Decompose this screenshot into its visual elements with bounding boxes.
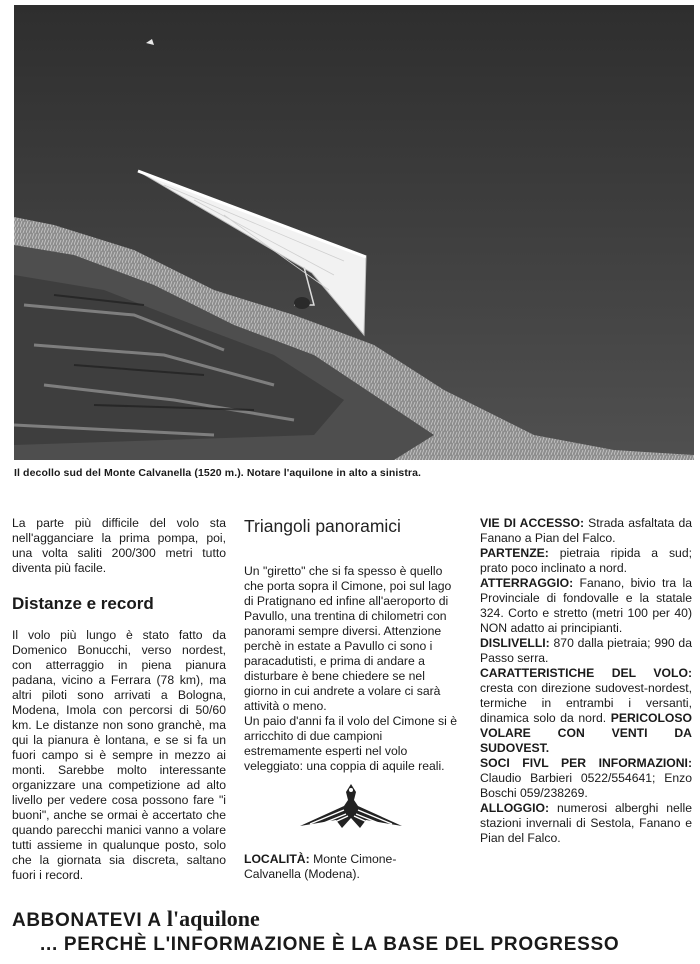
subscribe-banner bbox=[12, 906, 260, 932]
info-label: SOCI FIVL PER INFORMAZIONI: bbox=[480, 756, 692, 770]
info-item bbox=[480, 576, 692, 636]
hang-glider-photo bbox=[14, 5, 694, 460]
section-heading-distanze: Distanze e record bbox=[12, 594, 154, 613]
localita-label: LOCALITÀ: bbox=[244, 852, 310, 866]
info-item bbox=[480, 756, 692, 801]
info-label: ALLOGGIO: bbox=[480, 801, 550, 815]
info-text: Fanano, bivio tra la Provinciale di fondovalle e la statale 324. Corto e stretto (metri 100 per 40) NON adatto ai principianti. bbox=[480, 576, 692, 635]
column-middle bbox=[244, 516, 460, 774]
info-label: VIE DI ACCESSO: bbox=[480, 516, 585, 530]
warning-text: PERICOLOSO VOLARE CON VENTI DA SUDOVEST. bbox=[480, 711, 693, 755]
info-item bbox=[480, 636, 692, 666]
info-item bbox=[480, 546, 692, 576]
info-text: 870 dalla pietraia; 990 da Passo serra. bbox=[480, 636, 692, 665]
intro-paragraph: La parte più difficile del volo sta nell'agganciare la prima pompa, poi, una volta saliti 200/300 metri tutto diventa più facile. bbox=[12, 516, 226, 575]
info-label: PARTENZE: bbox=[480, 546, 549, 560]
info-item bbox=[480, 516, 692, 546]
eagle-logo bbox=[296, 780, 406, 832]
info-text: cresta con direzione sudovest-nordest, termiche in entrambi i versanti, dinamica solo da nord. bbox=[480, 681, 692, 725]
info-text: Strada asfaltata da Fanano a Pian del Falco. bbox=[480, 516, 693, 545]
column-left bbox=[12, 516, 226, 883]
info-text: pietraia ripida a sud; prato poco inclinato a nord. bbox=[480, 546, 692, 575]
slogan: ... PERCHÈ L'INFORMAZIONE È LA BASE DEL PROGRESSO bbox=[40, 934, 620, 955]
info-item bbox=[480, 801, 692, 846]
photo-caption: Il decollo sud del Monte Calvanella (1520 m.). Notare l'aquilone in alto a sinistra. bbox=[14, 467, 422, 479]
subscribe-text: ABBONATEVI A bbox=[12, 910, 161, 931]
info-label: DISLIVELLI: bbox=[480, 636, 550, 650]
info-text: numerosi alberghi nelle stazioni invernali di Sestola, Fanano e Pian del Falco. bbox=[480, 801, 693, 845]
distanze-paragraph: Il volo più lungo è stato fatto da Domenico Bonucchi, verso nordest, con atterraggio in piena pianura padana, vicino a Ferrara (78 km), ma altri piloti sono arrivati a Bologna, Modena, Imola con percorsi di 50/60 km. Le distanze non sono granchè, ma qui la pianura è lontana, e se si fa un fuori campo si è sempre in mezzo ai monti. Sarebbe molto interessante organizzare una competizione ad alto livello per vedere cosa possono fare "i buoni", anche se ormai è accertato che quando parecchi manici vanno a volare tutti assieme in qualunque posto, solo che la giornata sia discreta, saltano fuori i record. bbox=[12, 628, 226, 882]
triangoli-paragraph-2: Un paio d'anni fa il volo del Cimone si è arricchito di due campioni estremamente esperti nel volo veleggiato: una coppia di aquile reali. bbox=[244, 714, 458, 773]
localita-value: Monte Cimone-Calvanella (Modena). bbox=[244, 852, 397, 881]
triangoli-paragraph-1: Un "giretto" che si fa spesso è quello che porta sopra il Cimone, poi sul lago di Pratignano ed infine all'aeroporto di Pavullo, una trentina di chilometri con panorami sempre diversi. Attenzione perchè in estate a Pavullo ci sono i paracadutisti, e prima di andare a disturbare è bene chiedere se nel giorno in cui andrete a volare ci sarà attività o meno. bbox=[244, 564, 452, 713]
info-text: Claudio Barbieri 0522/554641; Enzo Boschi 059/238269. bbox=[480, 771, 692, 800]
brand-name: l'aquilone bbox=[166, 906, 260, 931]
info-label: CARATTERISTICHE DEL VOLO: bbox=[480, 666, 692, 680]
photo-illustration bbox=[14, 5, 694, 460]
section-heading-triangoli: Triangoli panoramici bbox=[244, 516, 401, 536]
info-label: ATTERRAGGIO: bbox=[480, 576, 574, 590]
localita-block bbox=[244, 852, 444, 882]
info-item bbox=[480, 666, 692, 756]
column-right bbox=[480, 516, 692, 846]
